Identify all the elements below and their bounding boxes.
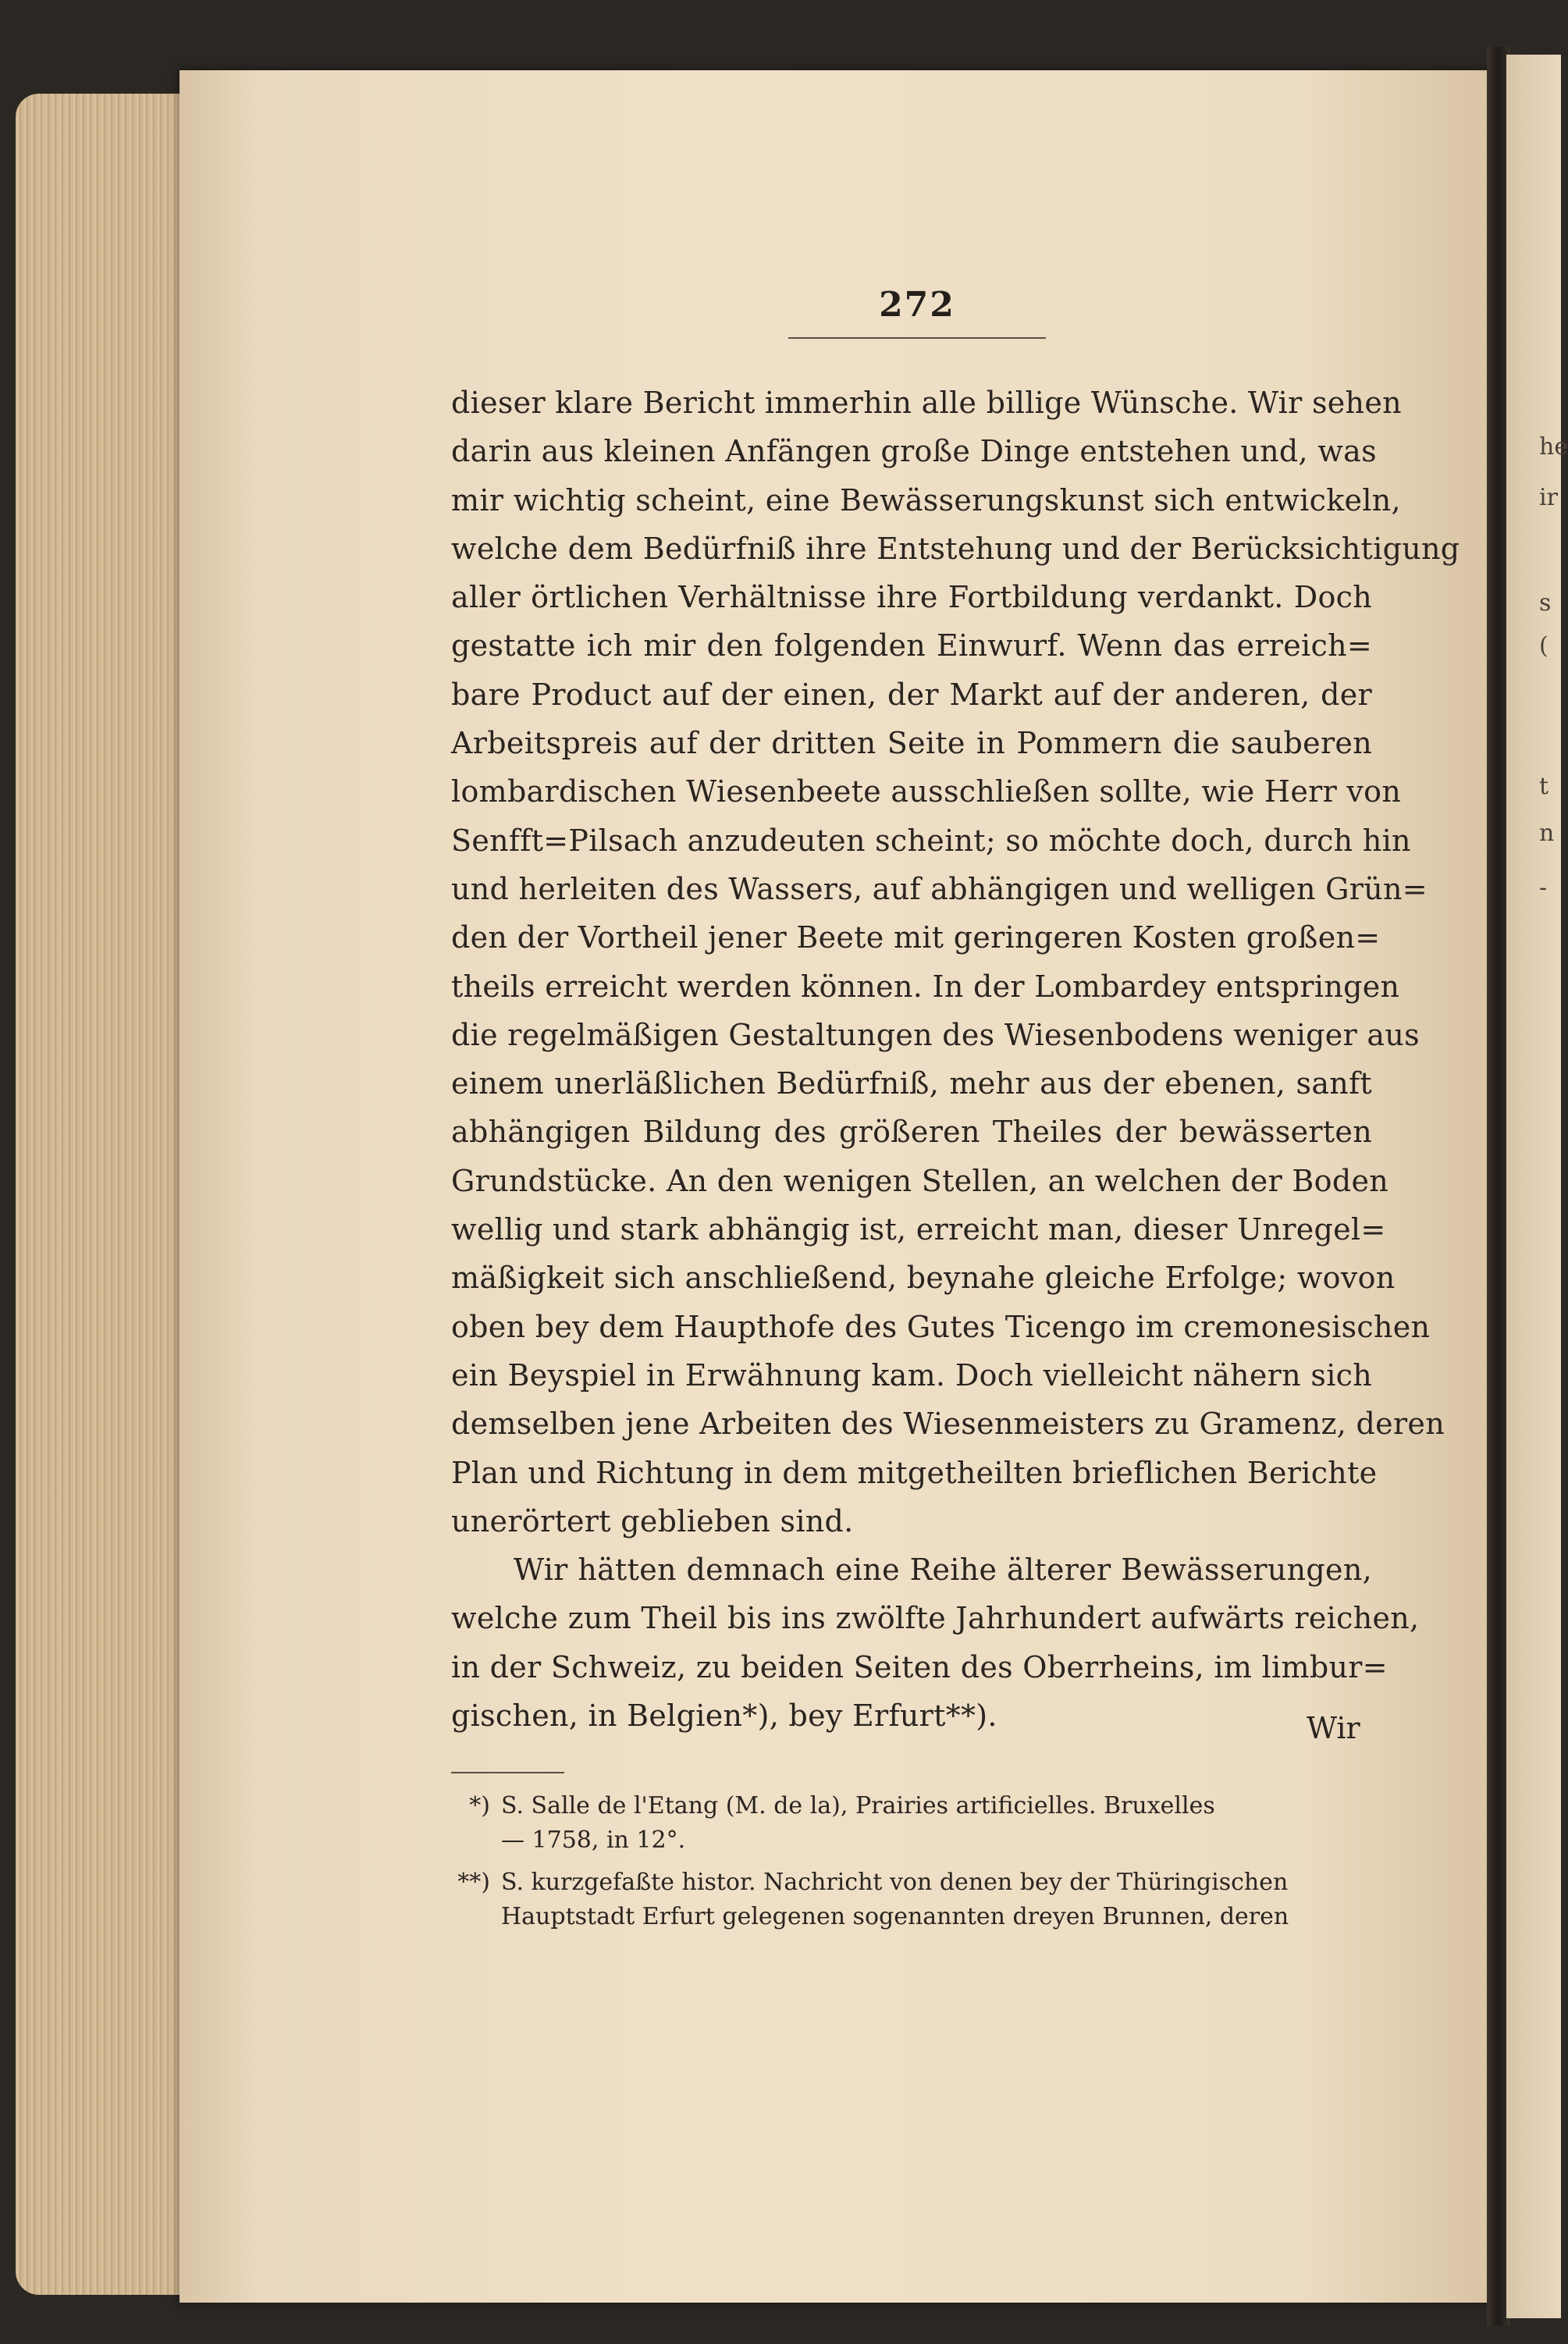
- text-line: gischen, in Belgien*), bey Erfurt**).: [451, 1698, 997, 1734]
- text-line: demselben jene Arbeiten des Wiesenmeisters zu Gramenz, deren: [451, 1407, 1445, 1442]
- header-rule: [788, 337, 1046, 339]
- footnote-mark: **): [457, 1869, 490, 1896]
- text-line: dieser klare Bericht immerhin alle billige Wünsche. Wir sehen: [451, 386, 1402, 420]
- text-line: gestatte ich mir den folgenden Einwurf. Wenn das erreich=: [451, 628, 1372, 663]
- text-line: Arbeitspreis auf der dritten Seite in Pommern die sauberen: [451, 726, 1372, 761]
- text-line: mäßigkeit sich anschließend, beynahe gleiche Erfolge; wovon: [451, 1261, 1396, 1296]
- body-text: [451, 379, 1460, 1740]
- text-line: lombardischen Wiesenbeete ausschließen sollte, wie Herr von: [451, 774, 1402, 809]
- text-line: darin aus kleinen Anfängen große Dinge entstehen und, was: [451, 434, 1377, 469]
- text-line: theils erreicht werden können. In der Lombardey entspringen: [451, 969, 1400, 1004]
- text-line: Grundstücke. An den wenigen Stellen, an welchen der Boden: [451, 1163, 1388, 1198]
- facing-page-fragment: (: [1539, 632, 1548, 660]
- text-line: oben bey dem Haupthofe des Gutes Ticengo im cremonesischen: [451, 1309, 1431, 1344]
- facing-page-fragment: -: [1539, 874, 1548, 902]
- text-line: Wir hätten demnach eine Reihe älterer Bewässerungen,: [514, 1553, 1372, 1588]
- facing-page-fragment: n: [1539, 820, 1555, 847]
- text-line: mir wichtig scheint, eine Bewässerungskunst sich entwickeln,: [451, 482, 1401, 518]
- facing-page-fragment: he: [1539, 433, 1568, 461]
- text-line: aller örtlichen Verhältnisse ihre Fortbildung verdankt. Doch: [451, 580, 1372, 615]
- footnote-rule: [451, 1772, 564, 1773]
- footnote: [437, 1789, 1374, 1858]
- footnote: [437, 1866, 1374, 1934]
- footnote-text: S. kurzgefaßte histor. Nachricht von denen bey der Thüringischen: [501, 1869, 1289, 1896]
- facing-page-fragment: ir: [1539, 484, 1558, 511]
- text-line: Plan und Richtung in dem mitgetheilten brieflichen Berichte: [451, 1455, 1378, 1490]
- text-line: den der Vortheil jener Beete mit geringeren Kosten großen=: [451, 920, 1381, 955]
- text-line: bare Product auf der einen, der Markt auf der anderen, der: [451, 677, 1372, 712]
- text-line: Senfft=Pilsach anzudeuten scheint; so möchte doch, durch hin: [451, 823, 1411, 858]
- page-number: 272: [879, 285, 955, 325]
- facing-page-edge: [1506, 55, 1561, 2318]
- text-line: die regelmäßigen Gestaltungen des Wiesenbodens weniger aus: [451, 1017, 1420, 1052]
- footnote-text: Hauptstadt Erfurt gelegenen sogenannten dreyen Brunnen, deren: [501, 1903, 1289, 1930]
- text-line: welche zum Theil bis ins zwölfte Jahrhundert aufwärts reichen,: [451, 1601, 1420, 1636]
- facing-page-fragment: s: [1539, 589, 1552, 617]
- facing-page-fragment: t: [1539, 773, 1549, 800]
- catchword: Wir: [1307, 1711, 1360, 1745]
- text-line: unerörtert geblieben sind.: [451, 1503, 854, 1538]
- text-line: einem unerläßlichen Bedürfniß, mehr aus der ebenen, sanft: [451, 1066, 1372, 1101]
- text-line: und herleiten des Wassers, auf abhängigen und welligen Grün=: [451, 871, 1428, 906]
- text-line: in der Schweiz, zu beiden Seiten des Oberrheins, im limbur=: [451, 1649, 1388, 1684]
- text-line: ein Beyspiel in Erwähnung kam. Doch vielleicht nähern sich: [451, 1357, 1372, 1393]
- footnote-text: S. Salle de l'Etang (M. de la), Prairies artificielles. Bruxelles: [501, 1792, 1215, 1819]
- text-line: abhängigen Bildung des größeren Theiles der bewässerten: [451, 1115, 1372, 1150]
- text-line: wellig und stark abhängig ist, erreicht man, dieser Unregel=: [451, 1212, 1386, 1247]
- footnote-text: — 1758, in 12°.: [501, 1826, 686, 1854]
- footnote-mark: *): [469, 1792, 490, 1819]
- page-edges: [16, 94, 203, 2295]
- text-line: welche dem Bedürfniß ihre Entstehung und der Berücksichtigung: [451, 531, 1460, 566]
